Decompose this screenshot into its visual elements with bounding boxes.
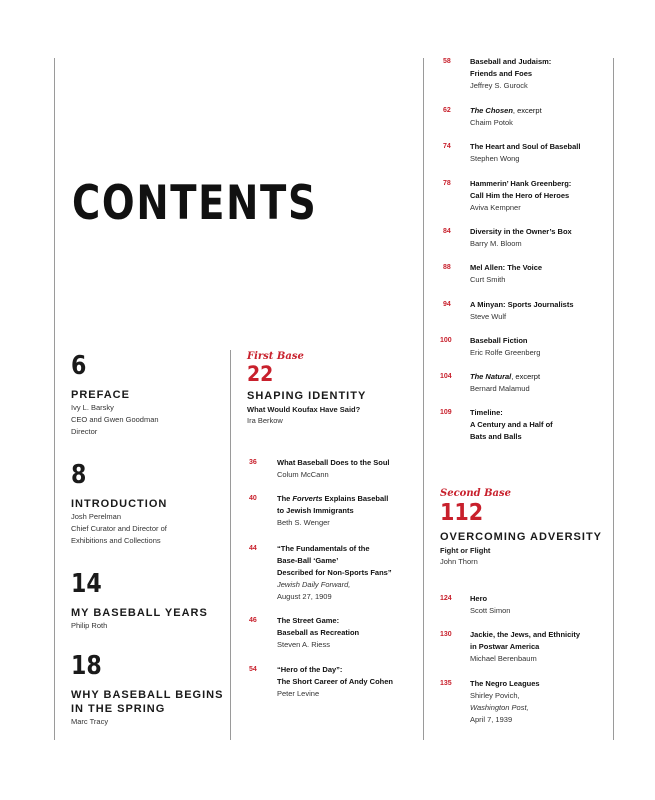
toc-section-why-baseball[interactable]: [71, 653, 226, 728]
entry-author: Scott Simon: [470, 606, 511, 615]
part-essay-author: John Thorn: [440, 557, 478, 566]
entry-title-line3: Bats and Balls: [470, 432, 522, 441]
entry-page-number: 100: [440, 337, 452, 344]
entry-title-post: Explains Baseball: [322, 494, 389, 503]
entry-title: “The Fundamentals of the: [277, 544, 370, 553]
section-author: Josh Perelman: [71, 512, 122, 521]
entry-author: Barry M. Bloom: [470, 239, 522, 248]
entry-author: Curt Smith: [470, 275, 506, 284]
entry-author: Steven A. Riess: [277, 640, 330, 649]
entry-title: Mel Allen: The Voice: [470, 263, 543, 272]
entry-page-number: 58: [443, 58, 451, 65]
page-title: CONTENTS: [72, 176, 318, 231]
section-author-role: Chief Curator and Director of: [71, 524, 167, 533]
entry-title-line2: Call Him the Hero of Heroes: [470, 191, 570, 200]
entry-date: April 7, 1939: [470, 715, 513, 724]
section-heading: MY BASEBALL YEARS: [71, 607, 208, 619]
section-author: Philip Roth: [71, 621, 108, 630]
entry-author: Beth S. Wenger: [277, 518, 330, 527]
entry-title-post: , excerpt: [511, 372, 541, 381]
toc-section-introduction[interactable]: [71, 462, 226, 547]
entry-title-line2: A Century and a Half of: [470, 420, 553, 429]
section-heading: PREFACE: [71, 389, 130, 401]
entry-author: Peter Levine: [277, 689, 320, 698]
entry-title: A Minyan: Sports Journalists: [470, 300, 574, 309]
entry-page-number: 62: [443, 107, 451, 114]
part-page-number: 22: [247, 362, 274, 386]
entry-author: Jeffrey S. Gurock: [470, 81, 528, 90]
entry-author: Eric Rolfe Greenberg: [470, 348, 541, 357]
entry-page-number: 40: [249, 495, 257, 502]
entry-author: Bernard Malamud: [470, 384, 530, 393]
entry-page-number: 109: [440, 409, 452, 416]
entry-title: The Street Game:: [277, 616, 340, 625]
entry-title-italic: The Chosen: [470, 106, 513, 115]
part-first-base[interactable]: [247, 351, 366, 427]
entry-title: [470, 371, 540, 383]
section-page-number: 6: [71, 351, 87, 381]
entry-title-line2: Baseball as Recreation: [277, 628, 360, 637]
entry-page-number: 44: [249, 545, 257, 552]
part-essay-title: Fight or Flight: [440, 546, 491, 555]
entry-title-italic: Forverts: [292, 494, 323, 503]
section-author-role: Exhibitions and Collections: [71, 536, 161, 545]
toc-section-preface[interactable]: [71, 353, 226, 438]
column-rule-left: [54, 58, 55, 740]
entry-page-number: 36: [249, 459, 257, 466]
entry-title-line2: Friends and Foes: [470, 69, 533, 78]
entry-page-number: 94: [443, 301, 451, 308]
entry-title-italic: The Natural: [470, 372, 512, 381]
entry-title: Baseball and Judaism:: [470, 57, 552, 66]
entry-title: [470, 105, 542, 117]
entry-title: The Negro Leagues: [470, 679, 540, 688]
section-page-number: 14: [71, 569, 102, 599]
entry-title: Hero: [470, 594, 488, 603]
part-essay-title: What Would Koufax Have Said?: [247, 405, 361, 414]
part-essay-author: Ira Berkow: [247, 416, 283, 425]
section-heading: INTRODUCTION: [71, 498, 168, 510]
part-second-base[interactable]: [440, 488, 602, 568]
entry-page-number: 130: [440, 631, 452, 638]
entry-title-line3: Described for Non-Sports Fans”: [277, 568, 392, 577]
entry-title: What Baseball Does to the Soul: [277, 458, 390, 467]
column-rule-middle-right: [423, 58, 424, 740]
entry-page-number: 78: [443, 180, 451, 187]
entry-title-line2: to Jewish Immigrants: [277, 506, 354, 515]
entry-author: Michael Berenbaum: [470, 654, 537, 663]
column-rule-right: [613, 58, 614, 740]
part-label: Second Base: [440, 488, 512, 499]
entry-author: Chaim Potok: [470, 118, 513, 127]
section-page-number: 18: [71, 651, 102, 681]
part-label: First Base: [247, 351, 304, 362]
entry-page-number: 124: [440, 595, 452, 602]
entry-title: Hammerin’ Hank Greenberg:: [470, 179, 572, 188]
entry-title-line2: The Short Career of Andy Cohen: [277, 677, 393, 686]
entry-title: Timeline:: [470, 408, 503, 417]
entry-page-number: 84: [443, 228, 451, 235]
entry-source: Washington Post,: [470, 703, 529, 712]
column-rule-middle-left: [230, 350, 231, 740]
entry-page-number: 54: [249, 666, 257, 673]
entry-page-number: 88: [443, 264, 451, 271]
entry-date: August 27, 1909: [277, 592, 332, 601]
entry-title: Baseball Fiction: [470, 336, 528, 345]
entry-author: Shirley Povich,: [470, 691, 520, 700]
part-page-number: 112: [440, 500, 484, 526]
section-author-role: Director: [71, 427, 98, 436]
section-author: Marc Tracy: [71, 717, 109, 726]
section-page-number: 8: [71, 460, 87, 490]
entry-author: Colum McCann: [277, 470, 329, 479]
entry-title-post: , excerpt: [512, 106, 542, 115]
part-heading: SHAPING IDENTITY: [247, 390, 367, 402]
entry-source: Jewish Daily Forward,: [277, 580, 351, 589]
entry-title: Jackie, the Jews, and Ethnicity: [470, 630, 581, 639]
entry-title: Diversity in the Owner’s Box: [470, 227, 572, 236]
entry-page-number: 74: [443, 143, 451, 150]
entry-page-number: 46: [249, 617, 257, 624]
entry-title: The Heart and Soul of Baseball: [470, 142, 581, 151]
section-heading-line2: IN THE SPRING: [71, 703, 166, 715]
section-author: Ivy L. Barsky: [71, 403, 114, 412]
entry-author: Aviva Kempner: [470, 203, 521, 212]
entry-title-line2: Base-Ball ‘Game’: [277, 556, 339, 565]
entry-author: Stephen Wong: [470, 154, 520, 163]
toc-section-my-baseball-years[interactable]: [71, 571, 226, 632]
entry-page-number: 104: [440, 373, 452, 380]
part-heading: OVERCOMING ADVERSITY: [440, 531, 602, 543]
entry-title-line2: in Postwar America: [470, 642, 540, 651]
entry-author: Steve Wulf: [470, 312, 507, 321]
entry-page-number: 135: [440, 680, 452, 687]
entry-title: “Hero of the Day”:: [277, 665, 343, 674]
section-heading: WHY BASEBALL BEGINS: [71, 689, 224, 701]
entry-title: [277, 493, 388, 505]
entry-title-pre: The: [277, 494, 293, 503]
section-author-role: CEO and Gwen Goodman: [71, 415, 159, 424]
